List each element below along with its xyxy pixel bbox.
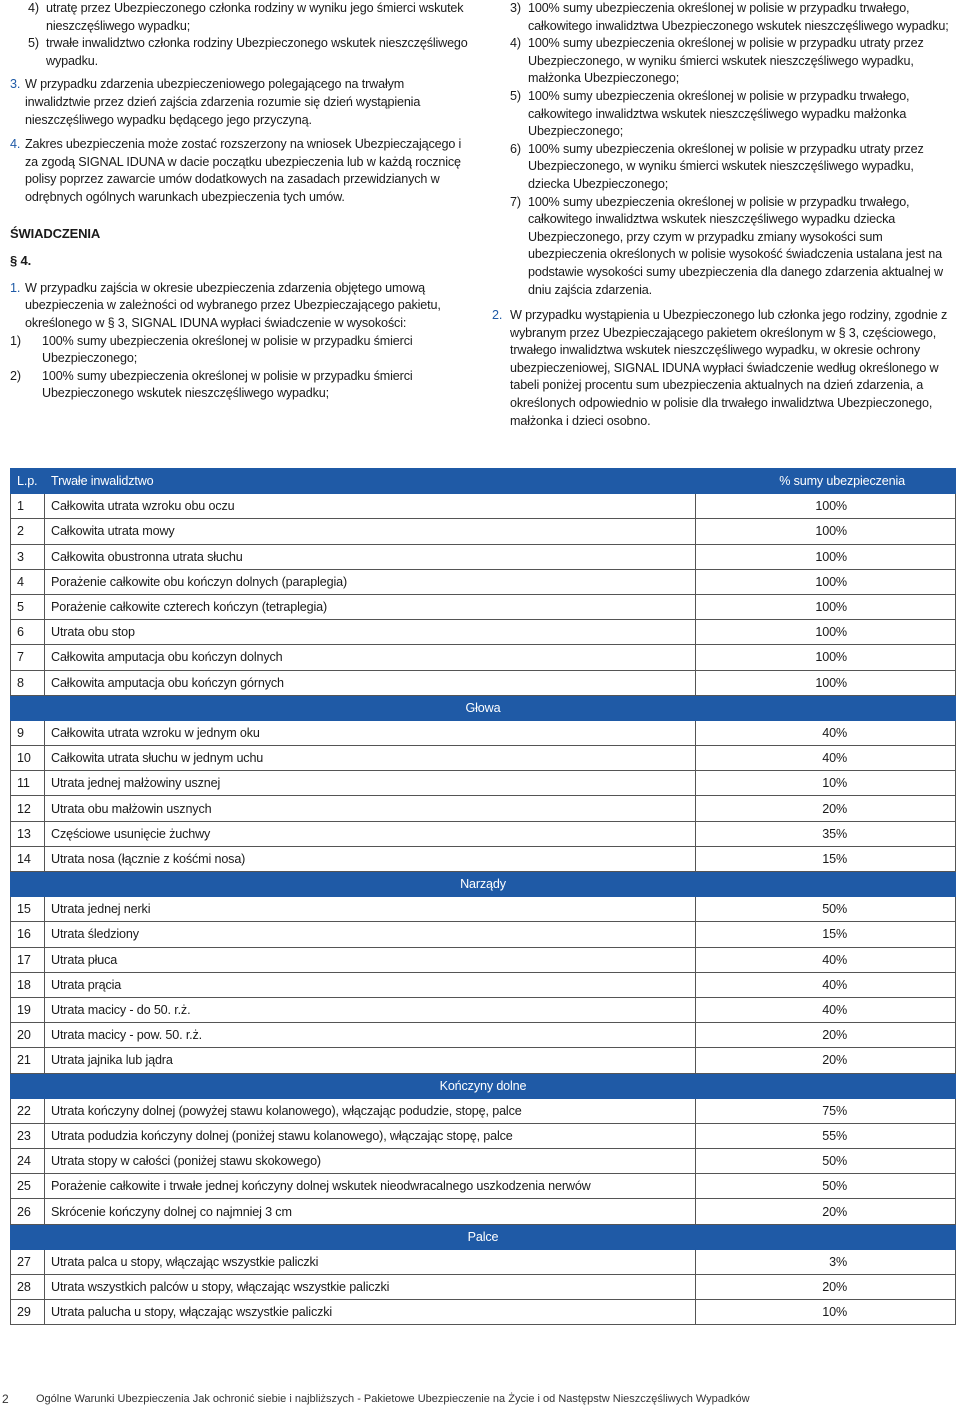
paragraph-text: W przypadku zajścia w okresie ubezpieczenia zdarzenia objętego umową ubezpieczenia w zależności od wybranego przez Ubezpieczającego pakietu, określonego w § 3, SIGNAL IDUNA wypłaci świadczenie w wysokości: xyxy=(25,280,441,330)
row-pct: 100% xyxy=(696,494,956,519)
table-row xyxy=(11,796,956,821)
row-name: Porażenie całkowite czterech kończyn (tetraplegia) xyxy=(45,594,696,619)
footer-text: Ogólne Warunki Ubezpieczenia Jak ochronić siebie i najbliższych - Pakietowe Ubezpieczenie na Życie i od Następstw Nieszczęśliwych Wypadków xyxy=(36,1393,750,1405)
table-row xyxy=(11,1300,956,1325)
table-row xyxy=(11,771,956,796)
table-row xyxy=(11,746,956,771)
row-name: Całkowita obustronna utrata słuchu xyxy=(45,544,696,569)
row-lp: 28 xyxy=(11,1275,45,1300)
paragraph-text: W przypadku wystąpienia u Ubezpieczonego lub członka jego rodziny, zgodnie z wybranym przez Ubezpieczającego pakietem określonym w § 3, częściowego, trwałego inwalidztwa wskutek nieszczęśliwego wypadku, w okresie ochrony ubezpieczeniowej, SIGNAL IDUNA wypłaci świadczenie według określonego w tabeli poniżej procentu sum ubezpieczenia aktualnych na dzień zdarzenia, a określonych odpowiednio w polisie dla trwałego inwalidztwa Ubezpieczonego, małżonka i dzieci osobno. xyxy=(510,308,948,428)
row-name: Utrata prącia xyxy=(45,972,696,997)
row-lp: 16 xyxy=(11,922,45,947)
table-section-row xyxy=(11,1073,956,1098)
table-row xyxy=(11,519,956,544)
table-row xyxy=(11,1149,956,1174)
table-row xyxy=(11,594,956,619)
disability-table xyxy=(10,468,956,1325)
row-name: Utrata palca u stopy, włączając wszystkie paliczki xyxy=(45,1249,696,1274)
list-item xyxy=(10,333,470,368)
table-row xyxy=(11,620,956,645)
row-pct: 100% xyxy=(696,620,956,645)
table-row xyxy=(11,1048,956,1073)
row-lp: 7 xyxy=(11,645,45,670)
section-label: Narządy xyxy=(11,872,956,897)
row-lp: 1 xyxy=(11,494,45,519)
table-row xyxy=(11,897,956,922)
table-row xyxy=(11,720,956,745)
row-lp: 3 xyxy=(11,544,45,569)
row-lp: 15 xyxy=(11,897,45,922)
item-text: 100% sumy ubezpieczenia określonej w polisie w przypadku śmierci Ubezpieczonego; xyxy=(42,333,413,366)
list-item xyxy=(10,368,470,403)
row-pct: 15% xyxy=(696,846,956,871)
row-name: Utrata nosa (łącznie z kośćmi nosa) xyxy=(45,846,696,871)
table-header-row xyxy=(11,469,956,494)
row-name: Porażenie całkowite i trwałe jednej kończyny dolnej wskutek nieodwracalnego uszkodzenia nerwów xyxy=(45,1174,696,1199)
row-lp: 6 xyxy=(11,620,45,645)
list-item xyxy=(492,0,952,35)
header-lp: L.p. xyxy=(11,469,45,494)
row-pct: 50% xyxy=(696,1174,956,1199)
right-column xyxy=(492,0,952,430)
row-pct: 20% xyxy=(696,796,956,821)
table-section-row xyxy=(11,872,956,897)
list-item xyxy=(492,88,952,141)
section-label: Głowa xyxy=(11,695,956,720)
row-pct: 20% xyxy=(696,1275,956,1300)
table-row xyxy=(11,1249,956,1274)
item-text: utratę przez Ubezpieczonego członka rodziny w wyniku jego śmierci wskutek nieszczęśliwego wypadku; xyxy=(46,1,464,33)
row-pct: 50% xyxy=(696,897,956,922)
row-lp: 2 xyxy=(11,519,45,544)
paragraph-text: W przypadku zdarzenia ubezpieczeniowego polegającego na trwałym inwalidztwie przez dzień zajścia zdarzenia rozumie się dzień wystąpienia nieszczęśliwego wypadku będącego jego przyczyną. xyxy=(25,77,421,127)
row-lp: 24 xyxy=(11,1149,45,1174)
table-row xyxy=(11,947,956,972)
item-number: 6) xyxy=(510,141,521,156)
row-name: Utrata obu stop xyxy=(45,620,696,645)
item-text: trwałe inwalidztwo członka rodziny Ubezpieczonego wskutek nieszczęśliwego wypadku. xyxy=(46,36,468,68)
row-lp: 13 xyxy=(11,821,45,846)
table-row xyxy=(11,1199,956,1224)
row-name: Utrata obu małżowin usznych xyxy=(45,796,696,821)
row-lp: 12 xyxy=(11,796,45,821)
row-pct: 10% xyxy=(696,771,956,796)
table-section-row xyxy=(11,1224,956,1249)
paragraph-number: 4. xyxy=(10,137,21,152)
row-pct: 10% xyxy=(696,1300,956,1325)
item-text: 100% sumy ubezpieczenia określonej w polisie w przypadku trwałego, całkowitego inwalidztwa Ubezpieczonego wskutek nieszczęśliwego wypadku; xyxy=(528,1,949,33)
item-number: 5) xyxy=(510,88,521,103)
table-row xyxy=(11,1123,956,1148)
row-pct: 40% xyxy=(696,947,956,972)
table-row xyxy=(11,544,956,569)
row-lp: 29 xyxy=(11,1300,45,1325)
item-number: 7) xyxy=(510,194,521,209)
row-pct: 20% xyxy=(696,1023,956,1048)
row-lp: 10 xyxy=(11,746,45,771)
row-name: Utrata śledziony xyxy=(45,922,696,947)
table-row xyxy=(11,494,956,519)
table-section-row xyxy=(11,695,956,720)
row-lp: 18 xyxy=(11,972,45,997)
item-text: 100% sumy ubezpieczenia określonej w polisie w przypadku trwałego, całkowitego inwalidztwa wskutek nieszczęśliwego wypadku małżonka Ubezpieczonego; xyxy=(528,88,910,139)
row-lp: 22 xyxy=(11,1098,45,1123)
row-name: Utrata stopy w całości (poniżej stawu skokowego) xyxy=(45,1149,696,1174)
row-pct: 20% xyxy=(696,1048,956,1073)
page-number: 2 xyxy=(2,1392,9,1406)
header-pct: % sumy ubezpieczenia xyxy=(696,469,956,494)
table-row xyxy=(11,1098,956,1123)
table-row xyxy=(11,645,956,670)
row-lp: 14 xyxy=(11,846,45,871)
item-number: 4) xyxy=(510,36,521,51)
row-lp: 11 xyxy=(11,771,45,796)
row-pct: 40% xyxy=(696,997,956,1022)
row-pct: 35% xyxy=(696,821,956,846)
row-lp: 17 xyxy=(11,947,45,972)
list-item xyxy=(10,35,470,70)
table-row xyxy=(11,569,956,594)
row-name: Całkowita utrata słuchu w jednym uchu xyxy=(45,746,696,771)
row-name: Całkowita utrata wzroku obu oczu xyxy=(45,494,696,519)
row-name: Całkowita utrata mowy xyxy=(45,519,696,544)
item-text: 100% sumy ubezpieczenia określonej w polisie w przypadku utraty przez Ubezpieczonego, w wyniku śmierci wskutek nieszczęśliwego wypadku, małżonka Ubezpieczonego; xyxy=(528,36,924,86)
row-name: Częściowe usunięcie żuchwy xyxy=(45,821,696,846)
row-lp: 8 xyxy=(11,670,45,695)
table-row xyxy=(11,1275,956,1300)
section-label: Palce xyxy=(11,1224,956,1249)
paragraph-4 xyxy=(10,136,470,206)
row-pct: 100% xyxy=(696,670,956,695)
row-pct: 100% xyxy=(696,645,956,670)
row-name: Utrata jednej małżowiny usznej xyxy=(45,771,696,796)
row-pct: 20% xyxy=(696,1199,956,1224)
row-name: Utrata wszystkich palców u stopy, włączając wszystkie paliczki xyxy=(45,1275,696,1300)
table-row xyxy=(11,972,956,997)
paragraph-3 xyxy=(10,76,470,129)
header-name: Trwałe inwalidztwo xyxy=(45,469,696,494)
paragraph-number: 2. xyxy=(492,308,503,323)
row-name: Całkowita amputacja obu kończyn dolnych xyxy=(45,645,696,670)
row-name: Całkowita amputacja obu kończyn górnych xyxy=(45,670,696,695)
table-row xyxy=(11,1023,956,1048)
list-item xyxy=(492,194,952,300)
row-lp: 27 xyxy=(11,1249,45,1274)
row-name: Utrata macicy - do 50. r.ż. xyxy=(45,997,696,1022)
list-item xyxy=(492,35,952,88)
row-pct: 40% xyxy=(696,972,956,997)
row-lp: 19 xyxy=(11,997,45,1022)
row-pct: 100% xyxy=(696,519,956,544)
item-text: 100% sumy ubezpieczenia określonej w polisie w przypadku trwałego, całkowitego inwalidztwa wskutek nieszczęśliwego wypadku dziecka Ubezpieczonego, przy czym w przypadku zmiany wysokości sum ubezpieczenia określonych w polisie wysokość świadczenia ustalana jest na podstawie wysokości sumy ubezpieczenia dla danego zdarzenia aktualnej w dniu zajścia zdarzenia. xyxy=(528,194,943,297)
item-number: 1) xyxy=(10,333,21,348)
table-body xyxy=(11,494,956,1325)
item-text: 100% sumy ubezpieczenia określonej w polisie w przypadku utraty przez Ubezpieczonego, w wyniku śmierci wskutek nieszczęśliwego wypadku, dziecka Ubezpieczonego; xyxy=(528,141,924,191)
list-item xyxy=(492,141,952,194)
row-name: Utrata palucha u stopy, włączając wszystkie paliczki xyxy=(45,1300,696,1325)
row-lp: 21 xyxy=(11,1048,45,1073)
left-column xyxy=(10,0,470,403)
item-number: 4) xyxy=(28,1,39,15)
item-number: 3) xyxy=(510,1,521,15)
paragraph-1 xyxy=(10,280,470,333)
row-name: Porażenie całkowite obu kończyn dolnych (paraplegia) xyxy=(45,569,696,594)
paragraph-number: 1. xyxy=(10,280,21,295)
row-lp: 9 xyxy=(11,720,45,745)
row-pct: 15% xyxy=(696,922,956,947)
row-pct: 100% xyxy=(696,594,956,619)
row-pct: 3% xyxy=(696,1249,956,1274)
item-number: 2) xyxy=(10,368,21,383)
paragraph-text: Zakres ubezpieczenia może zostać rozszerzony na wniosek Ubezpieczającego i za zgodą SIGNAL IDUNA w dacie początku ubezpieczenia lub w każdą rocznicę polisy poprzez zawarcie umów dodatkowych na zasadach przewidzianych w odrębnych ogólnych warunkach ubezpieczenia tych umów. xyxy=(25,137,462,204)
row-name: Utrata jajnika lub jądra xyxy=(45,1048,696,1073)
row-lp: 4 xyxy=(11,569,45,594)
table-row xyxy=(11,997,956,1022)
row-lp: 26 xyxy=(11,1199,45,1224)
table-row xyxy=(11,670,956,695)
row-name: Utrata podudzia kończyny dolnej (poniżej stawu kolanowego), włączając stopę, palce xyxy=(45,1123,696,1148)
section-heading: ŚWIADCZENIA xyxy=(10,225,101,241)
row-lp: 25 xyxy=(11,1174,45,1199)
item-number: 5) xyxy=(28,36,39,51)
table-row xyxy=(11,821,956,846)
table-row xyxy=(11,922,956,947)
row-pct: 50% xyxy=(696,1149,956,1174)
row-pct: 100% xyxy=(696,544,956,569)
row-pct: 100% xyxy=(696,569,956,594)
row-pct: 75% xyxy=(696,1098,956,1123)
row-name: Utrata kończyny dolnej (powyżej stawu kolanowego), włączając podudzie, stopę, palce xyxy=(45,1098,696,1123)
row-name: Utrata macicy - pow. 50. r.ż. xyxy=(45,1023,696,1048)
item-text: 100% sumy ubezpieczenia określonej w polisie w przypadku śmierci Ubezpieczonego wskutek nieszczęśliwego wypadku; xyxy=(42,368,413,401)
row-lp: 23 xyxy=(11,1123,45,1148)
row-pct: 40% xyxy=(696,720,956,745)
row-lp: 20 xyxy=(11,1023,45,1048)
row-pct: 55% xyxy=(696,1123,956,1148)
section-label: Kończyny dolne xyxy=(11,1073,956,1098)
row-name: Całkowita utrata wzroku w jednym oku xyxy=(45,720,696,745)
row-name: Utrata płuca xyxy=(45,947,696,972)
row-name: Skrócenie kończyny dolnej co najmniej 3 cm xyxy=(45,1199,696,1224)
row-pct: 40% xyxy=(696,746,956,771)
paragraph-2 xyxy=(492,307,952,430)
section-sign: § 4. xyxy=(10,253,32,269)
paragraph-number: 3. xyxy=(10,77,21,92)
table-row xyxy=(11,846,956,871)
table-row xyxy=(11,1174,956,1199)
list-item xyxy=(10,0,470,35)
row-lp: 5 xyxy=(11,594,45,619)
row-name: Utrata jednej nerki xyxy=(45,897,696,922)
